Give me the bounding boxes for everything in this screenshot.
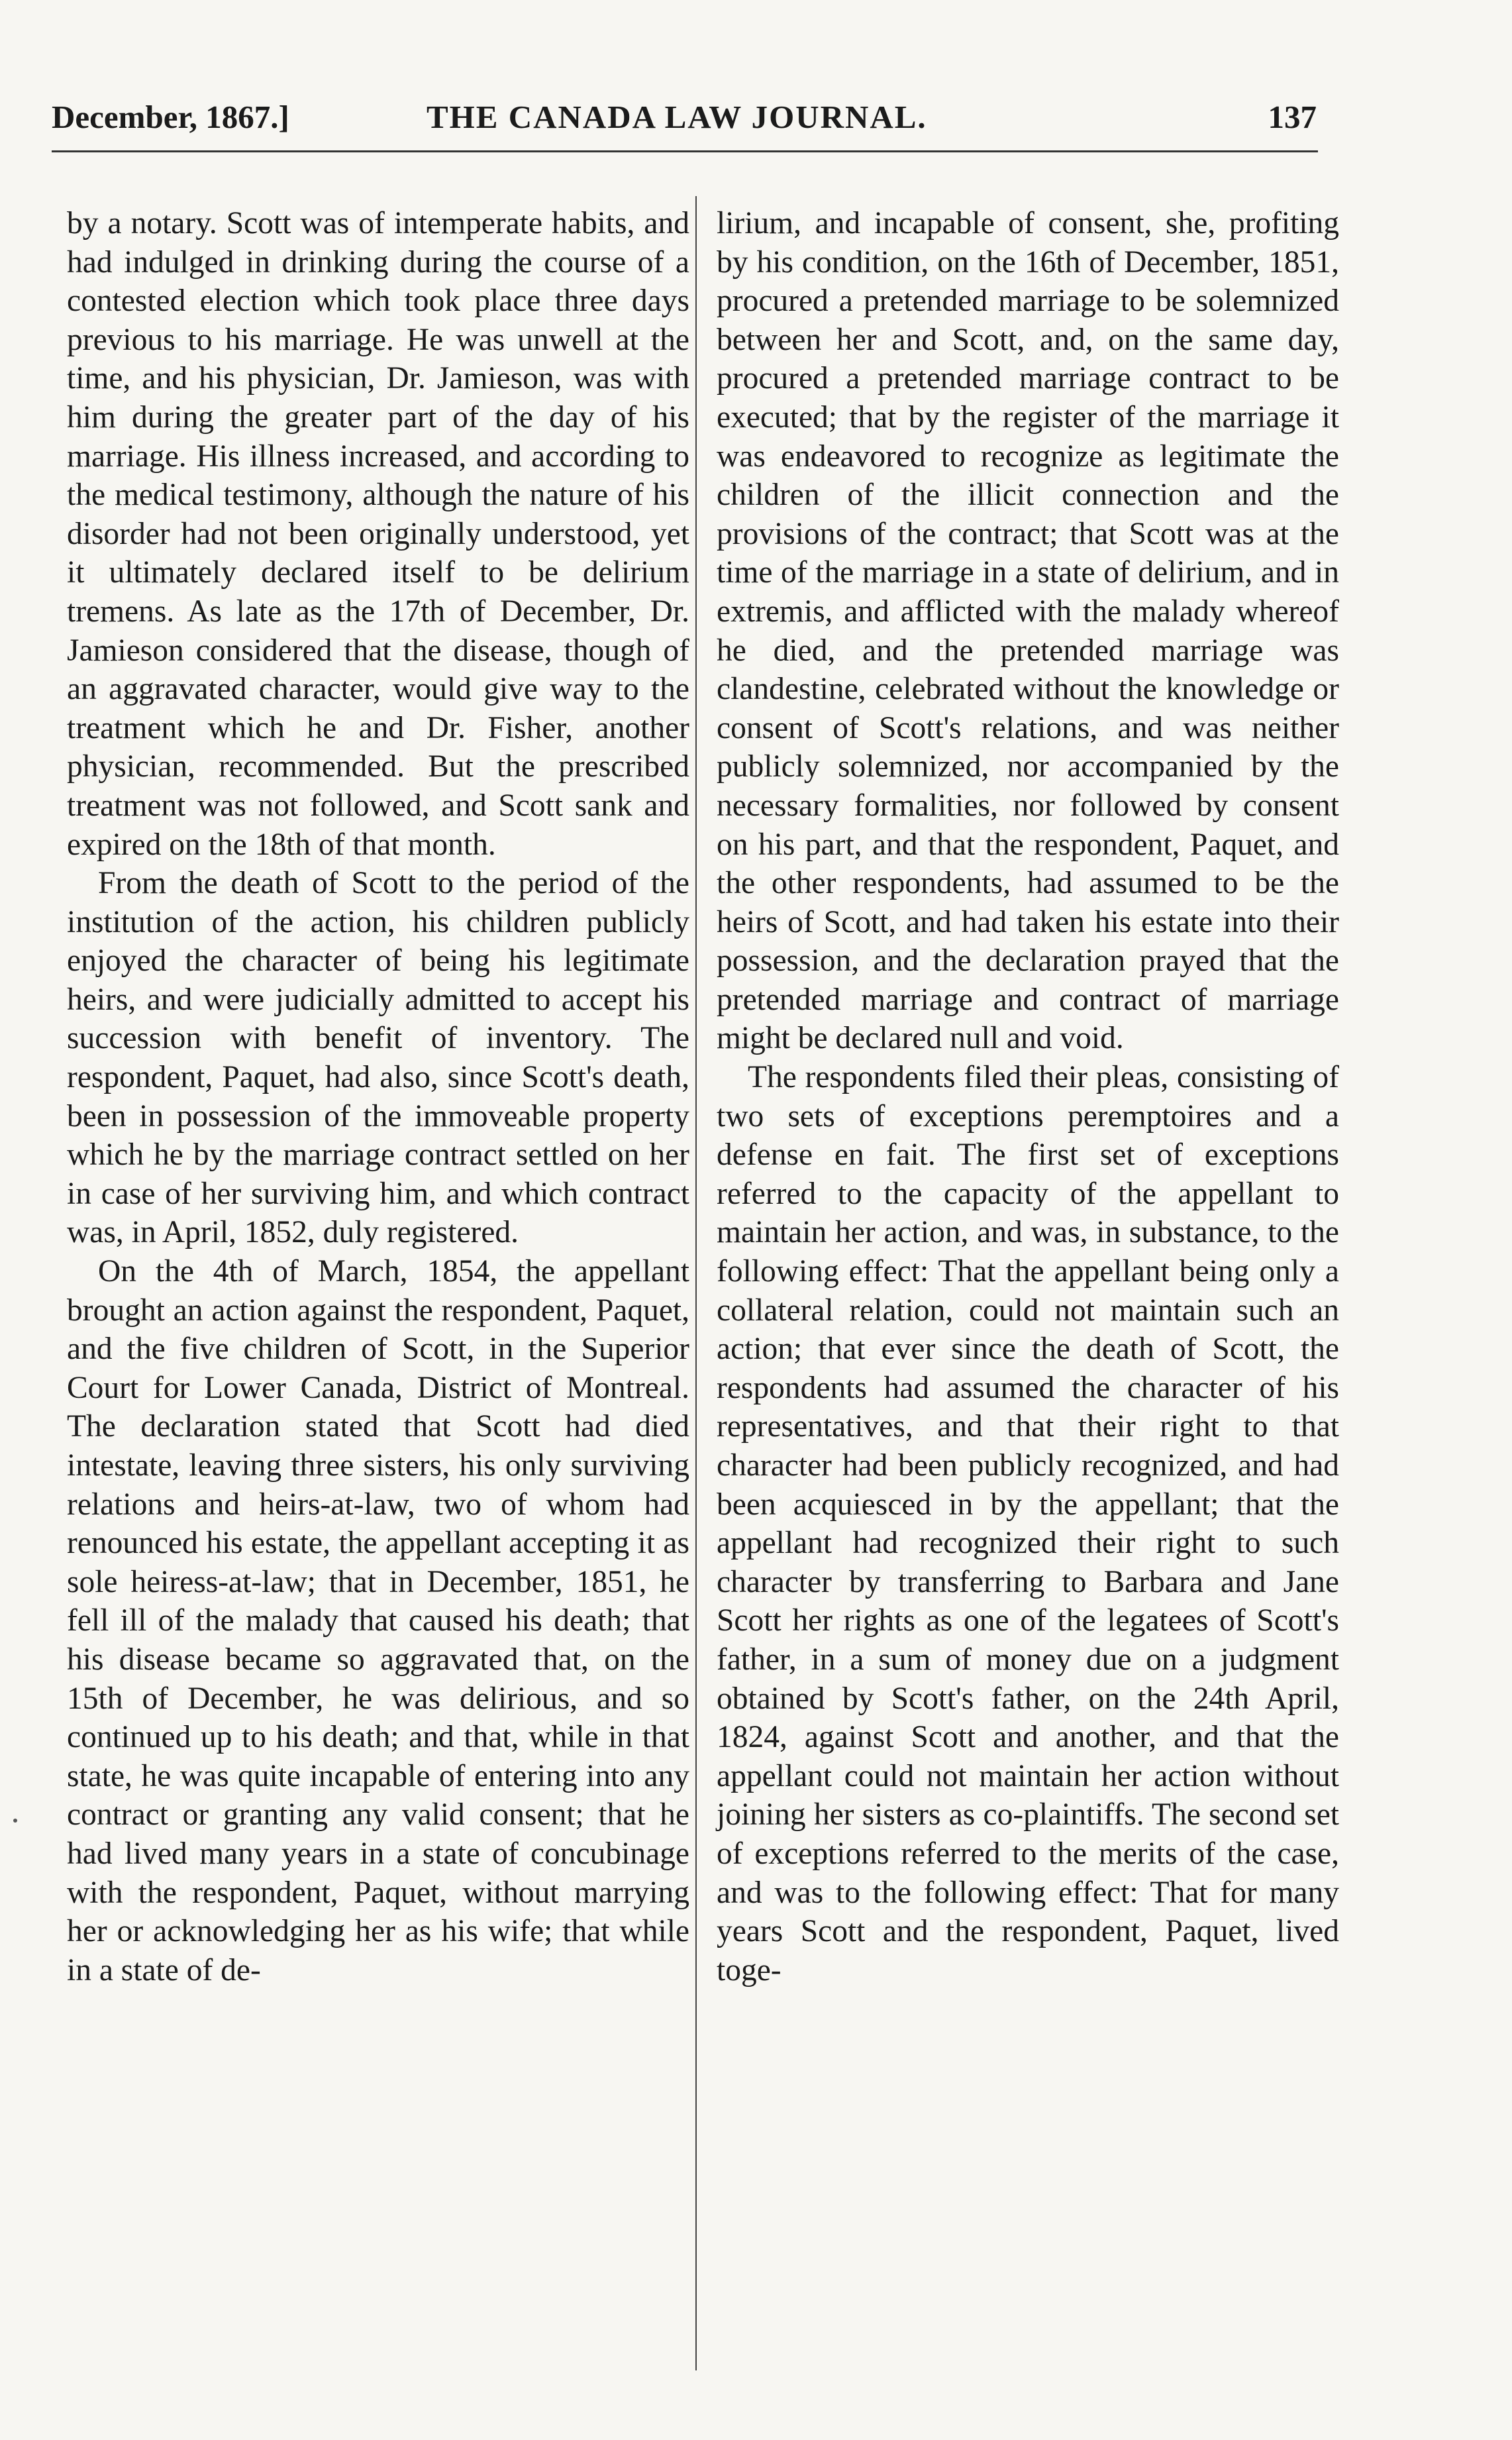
paragraph: On the 4th of March, 1854, the appellant brought an action against the respondent, Paquet, and the five children of Scott, in the Superior Court for Lower Canada, District of Montreal. The declaration stated that Scott had died intestate, leaving three sisters, his only surviving relations and heirs-at-law, two of whom had renounced his estate, the appellant accepting it as sole heiress-at-law; that in December, 1851, he fell ill of the malady that caused his death; that his disease became so aggravated that, on the 15th of December, he was delirious, and so continued up to his death; and that, while in that state, he was quite incapable of entering into any contract or granting any valid consent; that he had lived many years in a state of concubinage with the respondent, Paquet, without marrying her or acknowledging her as his wife; that while in a state of de- [67, 1254, 689, 1988]
header-date: December, 1867.] [52, 99, 289, 135]
paragraph: lirium, and incapable of consent, she, profiting by his condition, on the 16th of December, 1851, procured a pretended marriage to be solemnized between her and Scott, and, on the same day, procured a pretended marriage contract to be executed; that by the register of the marriage it was endeavored to recognize as legitimate the children of the illicit connection and the provisions of the contract; that Scott was at the time of the marriage in a state of delirium, and in extremis, and afflicted with the malady whereof he died, and the pretended marriage was clandestine, celebrated without the knowledge or consent of Scott's relations, and was neither publicly solemnized, nor accompanied by the necessary formalities, nor followed by consent on his part, and that the respondent, Paquet, and the other respondents, had assumed to be the heirs of Scott, and had taken his estate into their possession, and the declaration prayed that the pretended marriage and contract of marriage might be declared null and void. [717, 206, 1339, 1056]
journal-title: THE CANADA LAW JOURNAL. [427, 99, 927, 135]
column-divider [695, 196, 697, 2370]
page-header [52, 98, 1317, 144]
header-rule [52, 150, 1318, 152]
paragraph: From the death of Scott to the period of the institution of the action, his children publicly enjoyed the character of being his legitimate heirs, and were judicially admitted to accept his succession with benefit of inventory. The respondent, Paquet, had also, since Scott's death, been in possession of the immoveable property which he by the marriage contract settled on her in case of her surviving him, and which contract was, in April, 1852, duly registered. [67, 866, 689, 1250]
ink-speck [13, 1819, 17, 1823]
paragraph: The respondents filed their pleas, consisting of two sets of exceptions peremptoires and a defense en fait. The first set of exceptions referred to the capacity of the appellant to maintain her action, and was, in substance, to the following effect: That the appellant being only a collateral relation, could not maintain such an action; that ever since the death of Scott, the respondents had assumed the character of his representatives, and that their right to that character had been publicly recognized, and had been acquiesced in by the appellant; that the appellant had recognized their right to such character by transferring to Barbara and Jane Scott her rights as one of the legatees of Scott's father, in a sum of money due on a judgment obtained by Scott's father, on the 24th April, 1824, against Scott and another, and that the appellant could not maintain her action without joining her sisters as co-plaintiffs. The second set of exceptions referred to the merits of the case, and was to the following effect: That for many years Scott and the respondent, Paquet, lived toge- [717, 1060, 1339, 1988]
page-number: 137 [1268, 99, 1317, 135]
right-column [717, 204, 1339, 1989]
left-column [67, 204, 689, 1989]
paragraph: by a notary. Scott was of intemperate habits, and had indulged in drinking during the course of a contested election which took place three days previous to his marriage. He was unwell at the time, and his physician, Dr. Jamieson, was with him during the greater part of the day of his marriage. His illness increased, and according to the medical testimony, although the nature of his disorder had not been originally understood, yet it ultimately declared itself to be delirium tremens. As late as the 17th of December, Dr. Jamieson considered that the disease, though of an aggravated character, would give way to the treatment which he and Dr. Fisher, another physician, recommended. But the prescribed treatment was not followed, and Scott sank and expired on the 18th of that month. [67, 206, 689, 862]
